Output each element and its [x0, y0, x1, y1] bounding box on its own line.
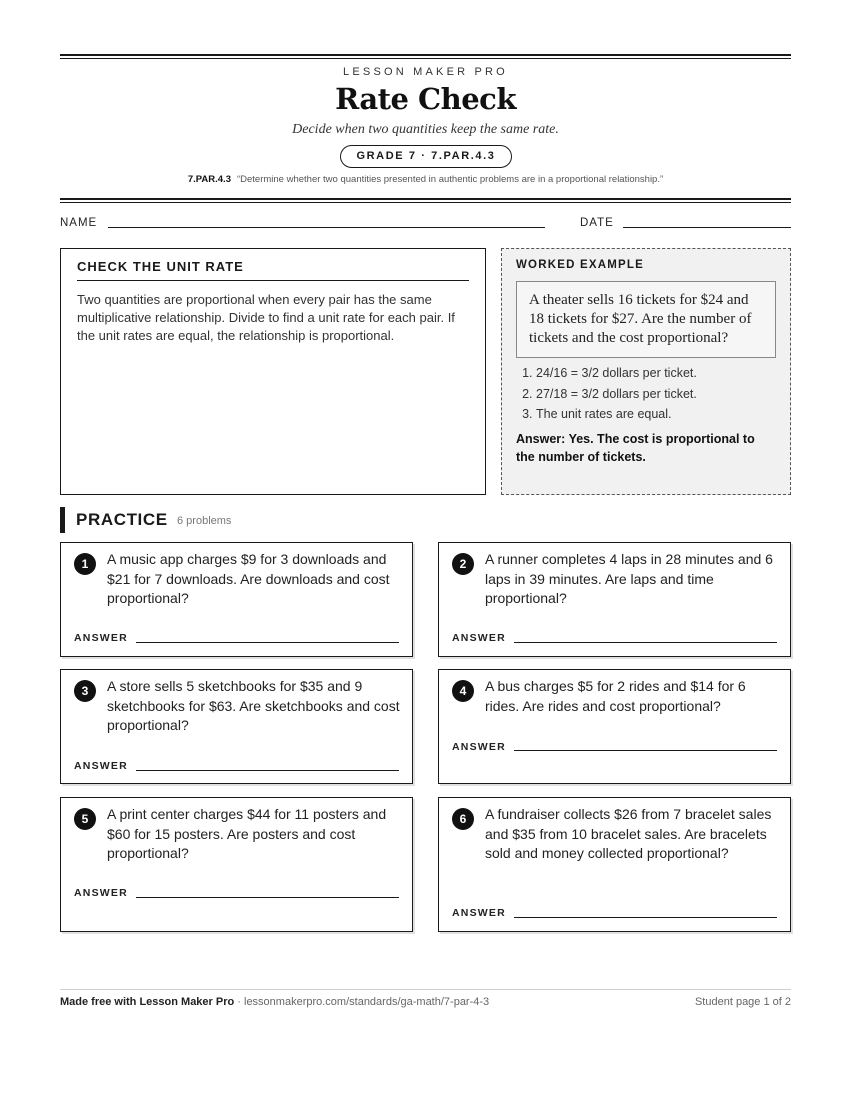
standard-code: 7.PAR.4.3 — [187, 174, 231, 185]
header-top-rule — [60, 54, 791, 59]
name-label: NAME — [60, 217, 98, 229]
name-field[interactable] — [108, 227, 545, 228]
page-title: Rate Check — [335, 82, 516, 116]
answer-field-6[interactable] — [514, 917, 777, 918]
problem-text: A fundraiser collects $26 from 7 bracelet sales and $35 from 10 bracelet sales. Are bracelets sold and money collected proportional? — [485, 806, 772, 861]
unit-rate-panel — [60, 248, 486, 495]
footer-credit — [60, 996, 489, 1008]
problem-text: A bus charges $5 for 2 rides and $14 for 6 rides. Are rides and cost proportional? — [485, 678, 746, 714]
problem-card-3 — [60, 669, 413, 784]
problem-text: A runner completes 4 laps in 28 minutes and 6 laps in 39 minutes. Are laps and time proportional? — [485, 551, 773, 606]
worked-example-prompt: A theater sells 16 tickets for $24 and 18 tickets for $27. Are the number of tickets and the cost proportional? — [516, 281, 776, 358]
answer-label: ANSWER — [452, 741, 506, 753]
answer-label: ANSWER — [452, 907, 506, 919]
answer-label: ANSWER — [452, 632, 506, 644]
footer-page-number: Student page 1 of 2 — [694, 996, 791, 1008]
worked-example-panel — [501, 248, 791, 495]
grade-badge: GRADE 7 · 7.PAR.4.3 — [340, 145, 512, 168]
practice-count: 6 problems — [177, 515, 232, 527]
standard-text: “Determine whether two quantities presented in authentic problems are in a proportional relationship.” — [236, 174, 664, 185]
worked-example-heading: WORKED EXAMPLE — [516, 259, 644, 271]
problem-card-5 — [60, 797, 413, 932]
problem-number: 6 — [452, 808, 474, 830]
practice-accent-bar — [60, 507, 65, 533]
standard-statement — [60, 174, 791, 185]
problem-card-1 — [60, 542, 413, 657]
footer-made-with: Made free with Lesson Maker Pro — [60, 996, 235, 1008]
brand-name: LESSON MAKER PRO — [343, 66, 508, 78]
answer-label: ANSWER — [74, 760, 128, 772]
worked-example-steps — [516, 363, 776, 425]
answer-field-3[interactable] — [136, 770, 399, 771]
answer-field-2[interactable] — [514, 642, 777, 643]
problem-number: 5 — [74, 808, 96, 830]
problem-number: 3 — [74, 680, 96, 702]
problem-text: A store sells 5 sketchbooks for $35 and 9 sketchbooks for $63. Are sketchbooks and cost proportional? — [107, 678, 400, 733]
answer-label: ANSWER — [74, 887, 128, 899]
worked-step: 2. 27/18 = 3/2 dollars per ticket. — [536, 384, 776, 405]
problem-card-6 — [438, 797, 791, 932]
unit-rate-heading: CHECK THE UNIT RATE — [77, 259, 469, 281]
date-label: DATE — [580, 217, 614, 229]
footer-rule — [60, 989, 791, 990]
page-subtitle: Decide when two quantities keep the same rate. — [292, 122, 559, 137]
problem-number: 2 — [452, 553, 474, 575]
worked-example-answer: Answer: Yes. The cost is proportional to the number of tickets. — [516, 431, 755, 464]
date-field[interactable] — [623, 227, 791, 228]
answer-field-1[interactable] — [136, 642, 399, 643]
answer-label: ANSWER — [74, 632, 128, 644]
problem-card-4 — [438, 669, 791, 784]
answer-field-4[interactable] — [514, 750, 777, 751]
unit-rate-body: Two quantities are proportional when every pair has the same multiplicative relationship. Divide to find a unit rate for each pair. If the unit rates are equal, the relationship is proportional. — [77, 292, 455, 343]
practice-title: PRACTICE — [76, 510, 168, 529]
answer-field-5[interactable] — [136, 897, 399, 898]
worked-step: 3. The unit rates are equal. — [536, 404, 776, 425]
problem-number: 4 — [452, 680, 474, 702]
problem-text: A print center charges $44 for 11 posters and $60 for 15 posters. Are posters and cost proportional? — [107, 806, 387, 861]
header-bottom-rule — [60, 198, 791, 203]
worked-step: 1. 24/16 = 3/2 dollars per ticket. — [536, 363, 776, 384]
footer-url[interactable]: · lessonmakerpro.com/standards/ga-math/7-par-4-3 — [234, 996, 490, 1008]
problem-card-2 — [438, 542, 791, 657]
problem-text: A music app charges $9 for 3 downloads and $21 for 7 downloads. Are downloads and cost proportional? — [107, 551, 390, 606]
worksheet-page — [60, 0, 791, 1100]
problem-number: 1 — [74, 553, 96, 575]
